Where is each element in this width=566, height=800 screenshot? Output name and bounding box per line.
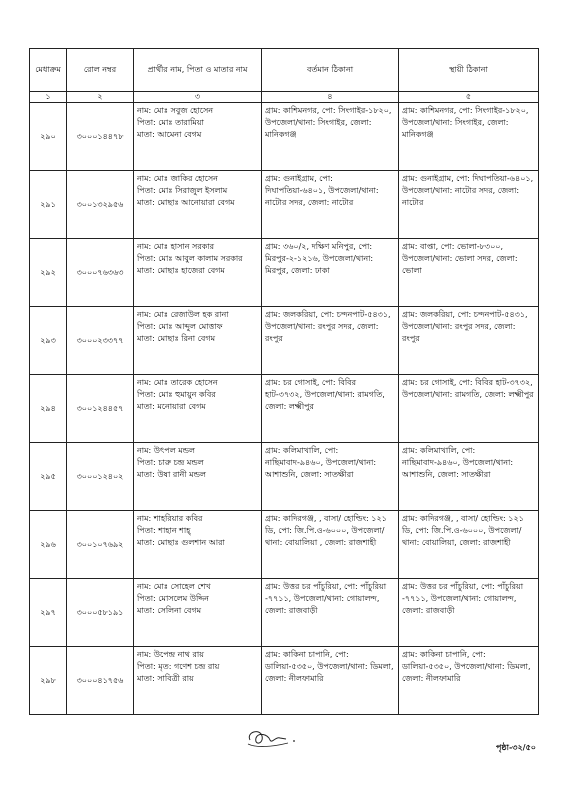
father-name: পিতা: শাহান শাহ্‌ xyxy=(137,526,191,535)
permanent-address: গ্রাম: কাদিরগঞ্জ, , বাসা/ হোল্ডিং: ১২১ ডি, পো: জি.পি.ও-৬০০০, উপজেলা/থানা: বোয়ালিয়া, জেলা: রাজশাহী xyxy=(402,514,524,547)
roll-number: ৩০০০২৩৩৭৭ xyxy=(76,335,124,345)
present-address-cell xyxy=(262,307,399,375)
candidate-cell xyxy=(134,511,262,579)
table-body xyxy=(30,103,539,715)
serial-number: ২৯৩ xyxy=(40,335,56,345)
mother-name: মাতা: আমেনা বেগম xyxy=(137,130,202,139)
father-name: পিতা: মোঃ আবুল কালাম সরকার xyxy=(137,254,243,263)
present-address-cell xyxy=(262,443,399,511)
present-address: গ্রাম: চর গোসাই, পো: বিবির হাট-৩৭৩২, উপজেলা/থানা: রামগতি, জেলা: লক্ষ্মীপুর xyxy=(265,378,385,411)
roll-number: ৩০০১৩২৯৫৬ xyxy=(76,199,124,209)
roll-cell xyxy=(67,307,134,375)
present-address: গ্রাম: উত্তর চর পাঁচুরিয়া, পো: পাঁচুরিয়া -৭৭১১, উপজেলা/থানা: গোয়ালন্দ, জেলা: রাজবাড়ী xyxy=(265,582,387,615)
candidate-cell xyxy=(134,239,262,307)
permanent-address-cell xyxy=(399,307,539,375)
father-name: পিতা: মোসলেম উদ্দিন xyxy=(137,594,209,603)
permanent-address: গ্রাম: উত্তর চর পাঁচুরিয়া, পো: পাঁচুরিয়া -৭৭১১, উপজেলা/থানা: গোয়ালন্দ, জেলা: রাজবাড়ী xyxy=(402,582,524,615)
roll-number: ৩০০০১৪৪৭৮ xyxy=(76,131,124,141)
roll-cell xyxy=(67,443,134,511)
table-row xyxy=(30,375,539,443)
permanent-address: গ্রাম: গুনাইগ্রাম, পো: দিঘাপতিয়া-৬৪০১, উপজেলা/থানা: নাটোর সদর, জেলা: নাটোর xyxy=(402,174,534,207)
mother-name: মাতা: মোছাঃ হাজেরা বেগম xyxy=(137,266,225,275)
candidate-cell xyxy=(134,307,262,375)
present-address: গ্রাম: কলিমাখালি, পো: নাছিমাবাদ-৯৪৬০, উপজেলা/থানা: আশাশুনি, জেলা: সাতক্ষীরা xyxy=(265,446,377,479)
roll-number: ৩০০১২৪৪৫৭ xyxy=(76,403,124,413)
candidate-name: নাম: উৎপল মন্ডল xyxy=(137,446,196,455)
serial-cell xyxy=(30,443,67,511)
present-address-cell xyxy=(262,171,399,239)
mother-name: মাতা: মোছাঃ গুলশান আরা xyxy=(137,538,225,547)
candidate-name: নাম: মোঃ সবুজ হোসেন xyxy=(137,106,214,115)
candidate-cell xyxy=(134,171,262,239)
table-row xyxy=(30,239,539,307)
serial-cell xyxy=(30,103,67,171)
roll-cell xyxy=(67,103,134,171)
serial-number: ২৯৫ xyxy=(40,471,56,481)
header-permanent-address: স্থায়ী ঠিকানা xyxy=(399,49,539,92)
column-number: ৪ xyxy=(262,92,399,103)
column-number: ৩ xyxy=(134,92,262,103)
candidate-cell xyxy=(134,579,262,647)
column-number: ১ xyxy=(30,92,67,103)
candidate-cell xyxy=(134,375,262,443)
present-address-cell xyxy=(262,511,399,579)
father-name: পিতা: মোঃ সিরাজুল ইসলাম xyxy=(137,186,228,195)
serial-number: ২৯৮ xyxy=(40,675,56,685)
serial-cell xyxy=(30,375,67,443)
column-number: ২ xyxy=(67,92,134,103)
present-address: গ্রাম: কাকিনা চাপানি, পো: ডালিয়া-৫৩৫০, উপজেলা/থানা: ডিমলা, জেলা: নীলফামারি xyxy=(265,650,394,683)
mother-name: মাতা: উষা রানী মন্ডল xyxy=(137,470,206,479)
permanent-address: গ্রাম: চর গোসাই, পো: বিবির হাট-৩৭৩২, উপজেলা/থানা: রামগতি, জেলা: লক্ষ্মীপুর xyxy=(402,378,534,399)
candidate-cell xyxy=(134,103,262,171)
candidate-name: নাম: মোঃ সোহেল শেখ xyxy=(137,582,211,591)
father-name: পিতা: মোঃ আব্দুল মোত্তাফ xyxy=(137,322,223,331)
candidate-cell xyxy=(134,443,262,511)
permanent-address: গ্রাম: বাপ্তা, পো: ভোলা-৮৩০০, উপজেলা/থানা: ভোলা সদর, জেলা: ভোলা xyxy=(402,242,518,275)
permanent-address-cell xyxy=(399,375,539,443)
roll-number: ৩০০০৪১৭৫৬ xyxy=(76,675,124,685)
mother-name: মাতা: সেলিনা বেগম xyxy=(137,606,202,615)
serial-number: ২৯৪ xyxy=(40,403,56,413)
father-name: পিতা: মৃত: গণেশ চন্দ্র রায় xyxy=(137,662,220,671)
present-address-cell xyxy=(262,647,399,715)
permanent-address-cell xyxy=(399,239,539,307)
present-address: গ্রাম: কাদিরগঞ্জ, , বাসা/ হোল্ডিং: ১২১ ডি, পো: জি.পি.ও-৬০০০, উপজেলা/থানা: বোয়ালিয়া , জেলা: রাজশাহী xyxy=(265,514,387,547)
roll-number: ৩০০০১২৪০২ xyxy=(76,471,124,481)
candidate-table xyxy=(29,48,539,715)
column-number: ৫ xyxy=(399,92,539,103)
serial-number: ২৯৭ xyxy=(40,607,56,617)
page-number: পৃষ্ঠা-৩২/৫০ xyxy=(495,743,536,752)
candidate-name: নাম: মোঃ হাসান সরকার xyxy=(137,242,215,251)
table-row xyxy=(30,103,539,171)
candidate-name: নাম: শাহরিয়ার কবির xyxy=(137,514,203,523)
roll-number: ৩০০১০৭৬৯২ xyxy=(76,539,124,549)
roll-cell xyxy=(67,647,134,715)
roll-cell xyxy=(67,239,134,307)
present-address-cell xyxy=(262,375,399,443)
present-address: গ্রাম: ৩৬০/২, দক্ষিণ মনিপুর, পো: মিরপুর-২-১২১৬, উপজেলা/থানা: মিরপুর, জেলা: ঢাকা xyxy=(265,242,374,275)
permanent-address: গ্রাম: কলিমাখালি, পো: নাছিমাবাদ-৯৪৬০, উপজেলা/থানা: আশাশুনি, জেলা: সাতক্ষীরা xyxy=(402,446,514,479)
father-name: পিতা: মোঃ হুমায়ুন কবির xyxy=(137,390,216,399)
candidate-name: নাম: মোঃ রেজাউল হক রানা xyxy=(137,310,229,319)
father-name: পিতা: মোঃ তারামিয়া xyxy=(137,118,204,127)
header-present-address: বর্তমান ঠিকানা xyxy=(262,49,399,92)
serial-number: ২৯২ xyxy=(40,267,56,277)
roll-cell xyxy=(67,511,134,579)
mother-name: মাতা: মোছাঃ রিনা বেগম xyxy=(137,334,216,343)
header-roll: রোল নম্বর xyxy=(67,49,134,92)
serial-number: ২৯০ xyxy=(40,131,56,141)
roll-cell xyxy=(67,375,134,443)
permanent-address-cell xyxy=(399,103,539,171)
signature xyxy=(242,724,306,752)
candidate-name: নাম: মোঃ জাকির হোসেন xyxy=(137,174,218,183)
present-address: গ্রাম: কাশিমনগর, পো: সিংগাইর-১৮২০, উপজেলা/থানা: সিংগাইর, জেলা: মানিকগঞ্জ xyxy=(265,106,392,139)
serial-cell xyxy=(30,171,67,239)
table-row xyxy=(30,171,539,239)
serial-cell xyxy=(30,307,67,375)
permanent-address: গ্রাম: কাশিমনগর, পো: সিংগাইর-১৮২০, উপজেলা/থানা: সিংগাইর, জেলা: মানিকগঞ্জ xyxy=(402,106,529,139)
header-row xyxy=(30,49,539,92)
table-row xyxy=(30,443,539,511)
candidate-name: নাম: উপেন্দ্র নাথ রায় xyxy=(137,650,204,659)
present-address: গ্রাম: গুনাইগ্রাম, পো: দিঘাপতিয়া-৬৪০১, উপজেলা/থানা: নাটোর সদর, জেলা: নাটোর xyxy=(265,174,379,207)
header-name: প্রার্থীর নাম, পিতা ও মাতার নাম xyxy=(134,49,262,92)
serial-number: ২৯১ xyxy=(40,199,56,209)
table-row xyxy=(30,307,539,375)
table-row xyxy=(30,579,539,647)
header-serial: মেধাক্রম xyxy=(30,49,67,92)
mother-name: মাতা: সাবিত্রী রায় xyxy=(137,674,194,683)
roll-number: ৩০০০৫৮১৯১ xyxy=(76,607,124,617)
serial-cell xyxy=(30,647,67,715)
candidate-cell xyxy=(134,647,262,715)
mother-name: মাতা: মনোয়ারা বেগম xyxy=(137,402,206,411)
permanent-address-cell xyxy=(399,171,539,239)
permanent-address-cell xyxy=(399,443,539,511)
table-row xyxy=(30,647,539,715)
permanent-address: গ্রাম: জলকরিয়া, পো: চন্দনপাট-৫৪৩১, উপজেলা/থানা: রংপুর সদর, জেলা: রংপুর xyxy=(402,310,528,343)
permanent-address-cell xyxy=(399,647,539,715)
present-address-cell xyxy=(262,239,399,307)
roll-cell xyxy=(67,579,134,647)
column-number-row xyxy=(30,92,539,103)
serial-cell xyxy=(30,239,67,307)
mother-name: মাতা: মোছাঃ আনোয়ারা বেগম xyxy=(137,198,235,207)
serial-cell xyxy=(30,511,67,579)
roll-number: ৩০০০৭৬৩৬৩ xyxy=(76,267,124,277)
present-address-cell xyxy=(262,579,399,647)
present-address: গ্রাম: জলকরিয়া, পো: চন্দনপাট-৫৪৩১, উপজেলা/থানা: রংপুর সদর, জেলা: রংপুর xyxy=(265,310,391,343)
permanent-address: গ্রাম: কাকিনা চাপানি, পো: ডালিয়া-৫৩৫০, উপজেলা/থানা: ডিমলা, জেলা: নীলফামারি xyxy=(402,650,531,683)
table-row xyxy=(30,511,539,579)
present-address-cell xyxy=(262,103,399,171)
permanent-address-cell xyxy=(399,511,539,579)
candidate-name: নাম: মোঃ তারেক হোসেন xyxy=(137,378,218,387)
serial-cell xyxy=(30,579,67,647)
roll-cell xyxy=(67,171,134,239)
father-name: পিতা: চারু চন্দ্র মন্ডল xyxy=(137,458,204,467)
permanent-address-cell xyxy=(399,579,539,647)
serial-number: ২৯৬ xyxy=(40,539,56,549)
